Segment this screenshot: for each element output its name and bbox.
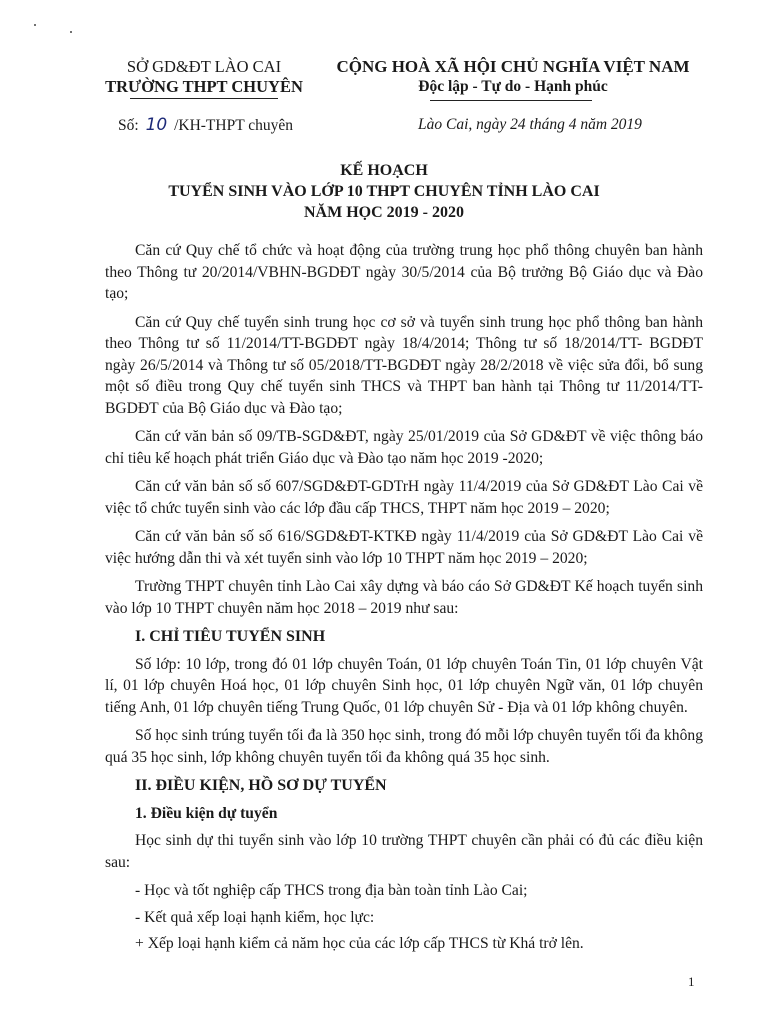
- school-name: TRƯỜNG THPT CHUYÊN: [105, 77, 303, 96]
- document-date: Lào Cai, ngày 24 tháng 4 năm 2019: [418, 116, 642, 133]
- scan-speck: [70, 31, 72, 33]
- paragraph: Căn cứ văn bản số số 607/SGD&ĐT-GDTrH ngày 11/4/2019 của Sở GD&ĐT Lào Cai về việc tổ chức tuyển sinh vào các lớp đầu cấp THCS, THPT năm học 2019 – 2020;: [105, 478, 703, 517]
- paragraph: Căn cứ văn bản số 09/TB-SGD&ĐT, ngày 25/01/2019 của Sở GD&ĐT về việc thông báo chỉ tiêu kế hoạch phát triển Giáo dục và Đào tạo năm học 2019 -2020;: [105, 428, 703, 467]
- list-item: - Học và tốt nghiệp cấp THCS trong địa bàn toàn tỉnh Lào Cai;: [135, 882, 528, 899]
- document-body: [105, 240, 703, 960]
- paragraph: Căn cứ văn bản số số 616/SGD&ĐT-KTKĐ ngày 11/4/2019 của Sở GD&ĐT Lào Cai về việc hướng dẫn thi và xét tuyển sinh vào lớp 10 THPT năm học 2019 – 2020;: [105, 528, 703, 567]
- document-title: [118, 160, 650, 223]
- paragraph: Số học sinh trúng tuyển tối đa là 350 học sinh, trong đó mỗi lớp chuyên tuyển tối đa không quá 35 học sinh, lớp không chuyên tuyển tối đa không quá 35 học sinh.: [105, 727, 703, 766]
- national-header: [318, 57, 708, 97]
- motto-underline: [430, 100, 592, 101]
- paragraph: Số lớp: 10 lớp, trong đó 01 lớp chuyên Toán, 01 lớp chuyên Toán Tin, 01 lớp chuyên Vật lí, 01 lớp chuyên Hoá học, 01 lớp chuyên Sinh học, 01 lớp chuyên Ngữ văn, 01 lớp chuyên tiếng Anh, 01 lớp chuyên tiếng Trung Quốc, 01 lớp chuyên Sử - Địa và 01 lớp không chuyên.: [105, 655, 703, 716]
- national-motto: Độc lập - Tự do - Hạnh phúc: [418, 78, 608, 95]
- reference-number-handwritten: 10: [145, 115, 168, 135]
- paragraph: Học sinh dự thi tuyển sinh vào lớp 10 trường THPT chuyên cần phải có đủ các điều kiện sau:: [105, 832, 703, 871]
- paragraph: Căn cứ Quy chế tuyển sinh trung học cơ sở và tuyển sinh trung học phổ thông ban hành theo Thông tư số 11/2014/TT-BGDĐT ngày 18/4/2014; Thông tư số 18/2014/TT- BGDĐT ngày 26/5/2014 và Thông tư số 05/2018/TT-BGDĐT ngày 28/2/2018 về việc sửa đổi, bổ sung một số điều trong Quy chế tuyển sinh THCS và THPT ban hành tại Thông tư 11/2014/TT-BGDĐT của Bộ Giáo dục và Đào tạo;: [105, 313, 703, 417]
- issuer-header: [104, 57, 304, 97]
- page-number: 1: [688, 974, 695, 989]
- document-reference: [118, 115, 293, 135]
- paragraph: Trường THPT chuyên tỉnh Lào Cai xây dựng và báo cáo Sở GD&ĐT Kế hoạch tuyển sinh vào lớp 10 THPT chuyên năm học 2018 – 2019 như sau:: [105, 578, 703, 617]
- list-item: - Kết quả xếp loại hạnh kiểm, học lực:: [135, 908, 375, 926]
- paragraph: Căn cứ Quy chế tổ chức và hoạt động của trường trung học phổ thông chuyên ban hành theo Thông tư 20/2014/VBHN-BGDĐT ngày 30/5/2014 của Bộ trưởng Bộ Giáo dục và Đào tạo;: [105, 242, 703, 302]
- section-heading: II. ĐIỀU KIỆN, HỒ SƠ DỰ TUYỂN: [135, 777, 387, 794]
- section-heading: I. CHỈ TIÊU TUYỂN SINH: [135, 628, 326, 645]
- agency-name: SỞ GD&ĐT LÀO CAI: [126, 57, 282, 76]
- reference-suffix: /KH-THPT chuyên: [174, 117, 294, 134]
- subsection-heading: 1. Điều kiện dự tuyển: [135, 804, 278, 822]
- list-item: + Xếp loại hạnh kiểm cả năm học của các lớp cấp THCS từ Khá trở lên.: [135, 935, 584, 952]
- title-line-2: TUYỂN SINH VÀO LỚP 10 THPT CHUYÊN TỈNH LÀO CAI: [168, 183, 600, 200]
- scan-speck: [34, 24, 36, 26]
- republic-name: CỘNG HOÀ XÃ HỘI CHỦ NGHĨA VIỆT NAM: [336, 57, 690, 76]
- issuer-underline: [130, 98, 278, 99]
- title-line-3: NĂM HỌC 2019 - 2020: [304, 204, 464, 221]
- title-line-1: KẾ HOẠCH: [340, 162, 428, 179]
- reference-prefix: Số:: [118, 117, 139, 134]
